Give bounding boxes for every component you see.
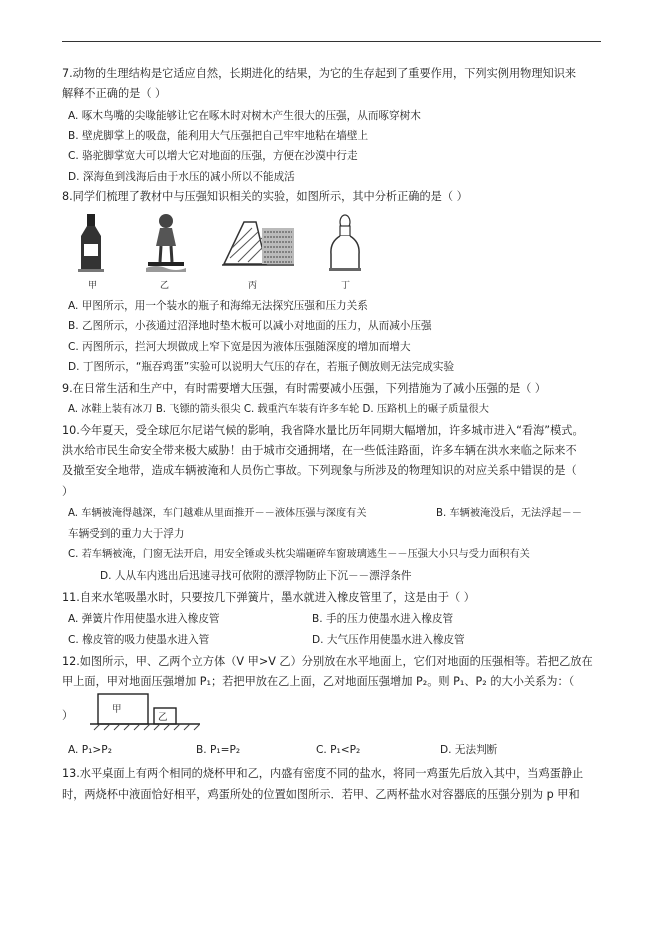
cube-label-jia: 甲 (112, 704, 122, 715)
q11-option-a: A. 弹簧片作用使墨水进入橡皮管 (68, 613, 220, 625)
q12-option-c: C. P₁<P₂ (316, 744, 361, 756)
q11-option-d: D. 大气压作用使墨水进入橡皮管 (312, 634, 465, 646)
q10-option-d: D. 人从车内逃出后迅速寻找可依附的漂浮物防止下沉－－漂浮条件 (100, 570, 412, 582)
figure-label-jia: 甲 (88, 281, 98, 291)
q10-option-b: B. 车辆被淹没后，无法浮起－－ (436, 508, 582, 519)
q11-stem: 11.自来水笔吸墨水时，只要按几下弹簧片，墨水就进入橡皮管里了，这是由于（ ） (62, 591, 475, 604)
q7-option-a: A. 啄木鸟嘴的尖喙能够让它在啄木时对树木产生很大的压强，从而啄穿树木 (68, 110, 421, 122)
dam-figure (222, 218, 294, 266)
q7-option-c: C. 骆驼脚掌宽大可以增大它对地面的压强，方便在沙漠中行走 (68, 150, 358, 162)
q12-option-a: A. P₁>P₂ (68, 744, 112, 756)
q7-option-b: B. 壁虎脚掌上的吸盘，能利用大气压强把自己牢牢地粘在墙壁上 (68, 130, 369, 142)
header-rule (62, 41, 601, 42)
q10-line4: ） (62, 485, 74, 498)
q12-line1: 12.如图所示，甲、乙两个立方体（V 甲>V 乙）分别放在水平地面上，它们对地面的压强相等。若把乙放在 (62, 655, 593, 668)
cube-label-yi: 乙 (158, 712, 168, 723)
figure-label-bing: 丙 (248, 281, 258, 291)
q7-stem-line2: 解释不正确的是（ ） (62, 87, 167, 100)
q12-option-b: B. P₁=P₂ (196, 744, 241, 756)
q10-line3: 及撤至安全地带，造成车辆被淹和人员伤亡事故。下列现象与所涉及的物理知识的对应关系中错误的是（ (62, 464, 577, 477)
q11-option-c: C. 橡皮管的吸力使墨水进入管 (68, 634, 210, 646)
q10-line2: 洪水给市民生命安全带来极大威胁！由于城市交通拥堵，在一些低洼路面，许多车辆在洪水来临之际来不 (62, 444, 577, 457)
cubes-figure (90, 690, 200, 734)
figure-label-yi: 乙 (160, 281, 170, 291)
bottle-egg-figure (328, 214, 362, 272)
q11-option-b: B. 手的压力使墨水进入橡皮管 (312, 613, 454, 625)
q13-line1: 13.水平桌面上有两个相同的烧杯甲和乙，内盛有密度不同的盐水，将同一鸡蛋先后放入其中，当鸡蛋静止 (62, 767, 584, 780)
q8-option-a: A. 甲图所示，用一个装水的瓶子和海绵无法探究压强和压力关系 (68, 300, 368, 312)
q13-line2: 时，两烧杯中液面恰好相平，鸡蛋所处的位置如图所示．若甲、乙两杯盐水对容器底的压强分别为 p 甲和 (62, 788, 580, 801)
q7-option-d: D. 深海鱼到浅海后由于水压的减小所以不能成活 (68, 171, 295, 183)
q7-stem-line1: 7.动物的生理结构是它适应自然，长期进化的结果，为它的生存起到了重要作用，下列实例用物理知识来 (62, 67, 577, 80)
q10-line1: 10.今年夏天，受全球厄尔尼诺气候的影响，我省降水量比历年同期大幅增加，许多城市进入“看海”模式。 (62, 424, 584, 437)
q10-option-a: A. 车辆被淹得越深，车门越难从里面推开－－液体压强与深度有关 (68, 508, 367, 519)
child-on-board-figure (146, 212, 186, 272)
q9-stem: 9.在日常生活和生产中，有时需要增大压强，有时需要减小压强，下列措施为了减小压强的是（ ） (62, 382, 547, 395)
q12-line3: ） (62, 709, 74, 722)
q12-line2: 甲上面，甲对地面压强增加 P₁；若把甲放在乙上面，乙对地面压强增加 P₂。则 P₁、P₂ 的大小关系为：（ (62, 675, 575, 688)
q8-option-d: D. 丁图所示，“瓶吞鸡蛋”实验可以说明大气压的存在，若瓶子侧放则无法完成实验 (68, 361, 455, 373)
figure-label-ding: 丁 (341, 281, 351, 291)
q8-option-b: B. 乙图所示，小孩通过沼泽地时垫木板可以减小对地面的压力，从而减小压强 (68, 320, 432, 332)
q9-options: A. 冰鞋上装有冰刀 B. 飞镖的箭头很尖 C. 载重汽车装有许多车轮 D. 压路机上的碾子质量很大 (68, 404, 489, 415)
q12-option-d: D. 无法判断 (440, 744, 498, 756)
q10-option-b-cont: 车辆受到的重力大于浮力 (68, 528, 185, 540)
q8-option-c: C. 丙图所示，拦河大坝做成上窄下宽是因为液体压强随深度的增加而增大 (68, 341, 411, 353)
bottle-figure (78, 214, 104, 272)
q10-option-c: C. 若车辆被淹，门窗无法开启，用安全锤或头枕尖端砸碎车窗玻璃逃生－－压强大小只与受力面积有关 (68, 549, 530, 560)
q8-stem: 8.同学们梳理了教材中与压强知识相关的实验，如图所示，其中分析正确的是（ ） (62, 190, 468, 203)
